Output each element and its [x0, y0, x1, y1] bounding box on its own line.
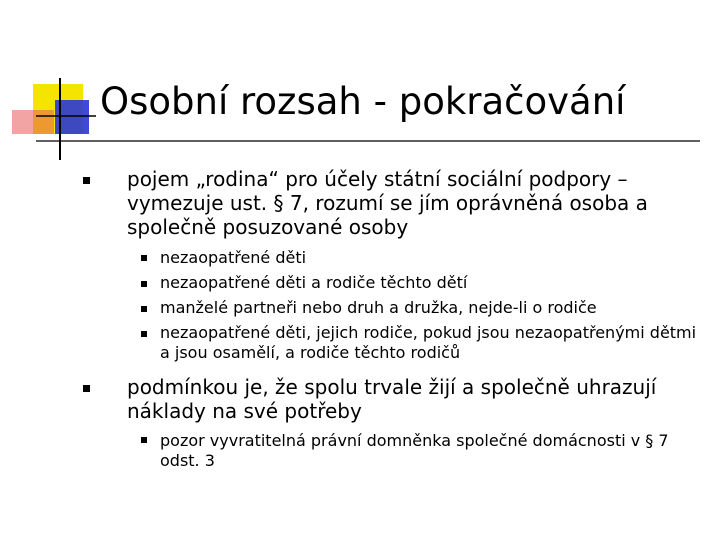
- logo-red-square: [12, 110, 54, 134]
- bullet-icon: [141, 255, 147, 261]
- list-item: podmínkou je, že spolu trvale žijí a společně uhrazují náklady na své potřeby: [127, 375, 657, 423]
- sub-list-item: pozor vyvratitelná právní domněnka společné domácnosti v § 7 odst. 3: [160, 431, 669, 470]
- bullet-icon: [141, 437, 147, 443]
- sub-list-item: nezaopatřené děti, jejich rodiče, pokud jsou nezaopatřenými dětmi a jsou osamělí, a rodiče těchto rodičů: [160, 323, 697, 362]
- sub-list-item: manželé partneři nebo druh a družka, nejde-li o rodiče: [160, 298, 597, 317]
- bullet-icon: [83, 385, 90, 392]
- sub-list-item: nezaopatřené děti: [160, 248, 307, 267]
- bullet-icon: [141, 281, 147, 287]
- bullet-icon: [141, 331, 147, 337]
- slide-title: Osobní rozsah - pokračování: [100, 80, 626, 123]
- bullet-icon: [83, 177, 90, 184]
- bullet-icon: [141, 306, 147, 312]
- sub-list-item: nezaopatřené děti a rodiče těchto dětí: [160, 273, 468, 292]
- list-item: pojem „rodina“ pro účely státní sociální podpory – vymezuje ust. § 7, rozumí se jím oprávněná osoba a společně posuzované osoby: [127, 167, 648, 239]
